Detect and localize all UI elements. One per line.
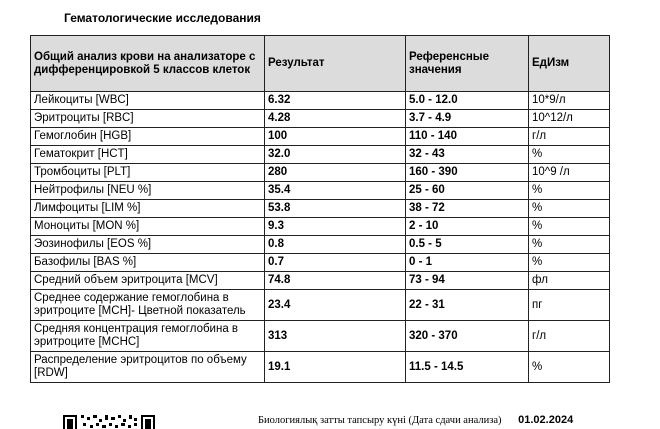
cell-unit: % [529,352,610,383]
cell-result: 35.4 [265,182,406,200]
cell-unit: 10*9/л [529,92,610,110]
cell-unit: 10^9 /л [529,164,610,182]
cell-reference: 320 - 370 [406,321,529,352]
cell-result: 53.8 [265,200,406,218]
footer-label: Биологиялық затты тапсыру күні (Дата сдачи анализа) [258,415,502,426]
results-table [30,35,610,383]
table-row [31,110,610,128]
table-row [31,164,610,182]
cell-result: 0.8 [265,236,406,254]
table-row [31,128,610,146]
cell-test-name: Лимфоциты [LIM %] [31,200,265,218]
cell-reference: 11.5 - 14.5 [406,352,529,383]
cell-test-name: Эозинофилы [EOS %] [31,236,265,254]
cell-test-name: Лейкоциты [WBC] [31,92,265,110]
cell-test-name: Гемоглобин [HGB] [31,128,265,146]
header-reference: Референсные значения [406,36,529,92]
cell-result: 9.3 [265,218,406,236]
table-header-row [31,36,610,92]
cell-result: 0.7 [265,254,406,272]
cell-result: 32.0 [265,146,406,164]
cell-result: 19.1 [265,352,406,383]
cell-unit: 10^12/л [529,110,610,128]
cell-test-name: Нейтрофилы [NEU %] [31,182,265,200]
qr-code [63,413,155,429]
cell-reference: 22 - 31 [406,290,529,321]
cell-result: 6.32 [265,92,406,110]
cell-unit: % [529,200,610,218]
cell-reference: 38 - 72 [406,200,529,218]
cell-reference: 32 - 43 [406,146,529,164]
cell-result: 280 [265,164,406,182]
cell-test-name: Средний объем эритроцита [MCV] [31,272,265,290]
cell-reference: 2 - 10 [406,218,529,236]
page-title: Гематологические исследования [64,11,261,25]
cell-test-name: Гематокрит [HCT] [31,146,265,164]
table-row [31,321,610,352]
cell-unit: % [529,182,610,200]
cell-test-name: Эритроциты [RBC] [31,110,265,128]
cell-unit: % [529,146,610,164]
cell-result: 74.8 [265,272,406,290]
cell-unit: пг [529,290,610,321]
table-row [31,218,610,236]
cell-unit: г/л [529,128,610,146]
table-row [31,236,610,254]
cell-test-name: Моноциты [MON %] [31,218,265,236]
header-result: Результат [265,36,406,92]
cell-reference: 160 - 390 [406,164,529,182]
table-row [31,92,610,110]
cell-reference: 73 - 94 [406,272,529,290]
header-test: Общий анализ крови на анализаторе с дифференцировкой 5 классов клеток [31,36,265,92]
cell-test-name: Среднее содержание гемоглобина в эритроците [MCH]- Цветной показатель [31,290,265,321]
table-row [31,254,610,272]
cell-test-name: Тромбоциты [PLT] [31,164,265,182]
cell-reference: 5.0 - 12.0 [406,92,529,110]
table-row [31,182,610,200]
table-row [31,146,610,164]
cell-result: 4.28 [265,110,406,128]
cell-reference: 0 - 1 [406,254,529,272]
cell-result: 100 [265,128,406,146]
table-row [31,200,610,218]
cell-unit: % [529,218,610,236]
footer [258,414,573,426]
cell-reference: 3.7 - 4.9 [406,110,529,128]
header-unit: ЕдИзм [529,36,610,92]
table-row [31,272,610,290]
table-row [31,352,610,383]
cell-test-name: Базофилы [BAS %] [31,254,265,272]
cell-result: 313 [265,321,406,352]
table-row [31,290,610,321]
cell-result: 23.4 [265,290,406,321]
footer-date: 01.02.2024 [518,414,574,426]
cell-reference: 0.5 - 5 [406,236,529,254]
cell-reference: 25 - 60 [406,182,529,200]
cell-unit: фл [529,272,610,290]
cell-reference: 110 - 140 [406,128,529,146]
cell-test-name: Средняя концентрация гемоглобина в эритроците [MCHC] [31,321,265,352]
cell-unit: % [529,254,610,272]
cell-unit: % [529,236,610,254]
cell-unit: г/л [529,321,610,352]
cell-test-name: Распределение эритроцитов по объему [RDW] [31,352,265,383]
